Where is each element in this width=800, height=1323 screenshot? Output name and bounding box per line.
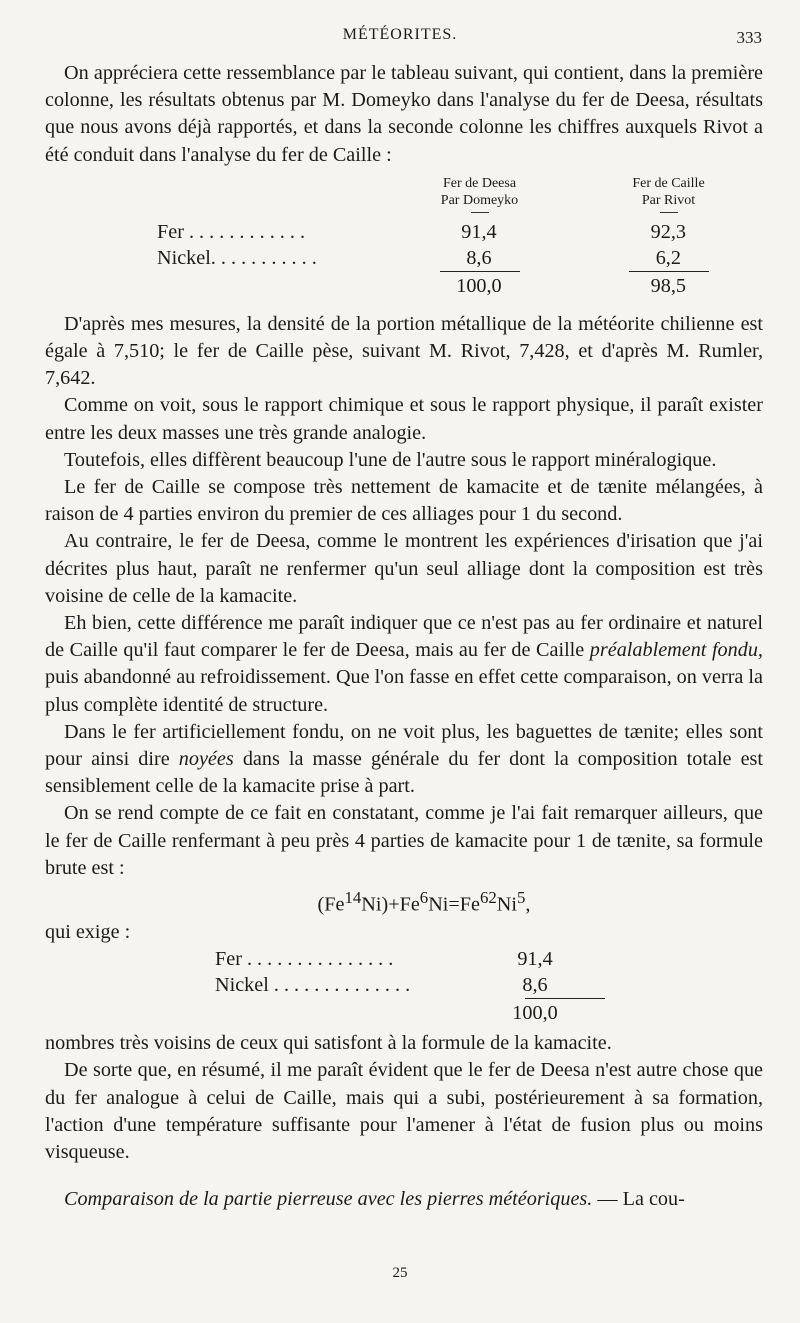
row-label: Nickel . . . . . . . . . . . . . . [215,974,411,997]
row-label: Nickel. . . . . . . . . . . [157,246,317,269]
total-value: 100,0 [456,274,502,297]
running-title: MÉTÉORITES. [342,26,458,43]
paragraph: De sorte que, en résumé, il me paraît évident que le fer de Deesa n'est autre chose que du fer analogue à celui de Caille, mais qui a subi, postérieurement à sa formation, l'action d'une température suffisante pour l'amener à l'état de fusion plus ou moins visqueuse. [45,1059,763,1164]
chemical-formula: $(Fe^{14}Ni)+Fe^6Ni=Fe^{62}Ni^5$, [317,888,531,916]
paragraph: Toutefois, elles diffèrent beaucoup l'une de l'autre sous le rapport minéralogique. [64,448,717,471]
cell-value: 92,3 [650,220,686,243]
paragraph: On se rend compte de ce fait en constatant, comme je l'ai fait remarquer ailleurs, que le fer de Caille renfermant à peu près 4 parties de kamacite pour 1 de tænite, sa formule brute est : [45,802,763,879]
cell-value: 91,4 [461,220,497,243]
section-heading: Comparaison de la partie pierreuse avec les pierres météoriques. [64,1188,593,1211]
table-row [45,219,763,245]
body-text [45,60,763,1213]
table-total-row [45,273,763,299]
paragraph: Dans le fer artificiellement fondu, on ne voit plus, les baguettes de tænite; elles sont pour ainsi dire noyées dans la masse générale du fer dont la composition totale est sensiblement celle de la kamacite prise à part. [45,720,764,798]
column-header-deesa: Fer de Deesa Par Domeyko [440,175,519,208]
cell-value: 91,4 [517,948,553,971]
paragraph: D'après mes mesures, la densité de la portion métallique de la météorite chilienne est égale à 7,510; le fer de Caille pèse, suivant M. Rivot, 7,428, et d'après M. Rumler, 7,642. [45,312,763,390]
page-number: 333 [736,28,762,47]
paragraph: Comme on voit, sous le rapport chimique et sous le rapport physique, il paraît exister entre les deux masses une très grande analogie. [45,394,763,444]
paragraph: qui exige : [45,921,131,944]
running-header [0,26,800,50]
row-label: Fer . . . . . . . . . . . . . . . [215,948,394,971]
paragraph: Le fer de Caille se compose très nettement de kamacite et de tænite mélangées, à raison de 4 parties environ du premier de ces alliages pour 1 du second. [45,476,763,526]
paragraph: nombres très voisins de ceux qui satisfont à la formule de la kamacite. [45,1032,612,1055]
row-label: Fer . . . . . . . . . . . . [157,220,306,243]
table-row [45,972,763,998]
table-row [45,946,763,972]
table-header-row [45,175,763,209]
cell-value: 8,6 [466,246,492,269]
paragraph: Au contraire, le fer de Deesa, comme le montrent les expériences d'irisation que j'ai décrites plus haut, paraît ne renfermer qu'un seul alliage dont la composition est très voisine de celle de la kamacite. [45,530,763,607]
italic-word: noyées [178,748,234,771]
composition-table [45,175,763,299]
total-value: 100,0 [512,1002,558,1025]
table-total-row [45,1000,763,1026]
paragraph: Eh bien, cette différence me paraît indiquer que ce n'est pas au fer ordinaire et naturel de Caille qu'il faut comparer le fer de Deesa, mais au fer de Caille préalablement fondu, puis abandonné au refroidissement. Que l'on fasse en effet cette comparaison, on verra la plus complète identité de structure. [45,612,763,716]
section-heading-line: Comparaison de la partie pierreuse avec les pierres météoriques. — La cou- [64,1188,685,1211]
cell-value: 6,2 [655,246,681,269]
header-dashes [45,209,763,219]
signature-mark: 25 [392,1265,408,1281]
total-value: 98,5 [650,274,686,297]
italic-phrase: préalablement fondu, [589,639,763,662]
table-row [45,245,763,271]
cell-value: 8,6 [522,974,548,997]
column-header-caille: Fer de Caille Par Rivot [632,175,705,208]
paragraph: On appréciera cette ressemblance par le tableau suivant, qui contient, dans la première colonne, les résultats obtenus par M. Domeyko dans l'analyse du fer de Deesa, résultats que nous avons déjà rapportés, et dans la seconde colonne les chiffres auxquels Rivot a été conduit dans l'analyse du fer de Caille : [45,62,763,166]
formula-composition-table [45,946,763,1026]
